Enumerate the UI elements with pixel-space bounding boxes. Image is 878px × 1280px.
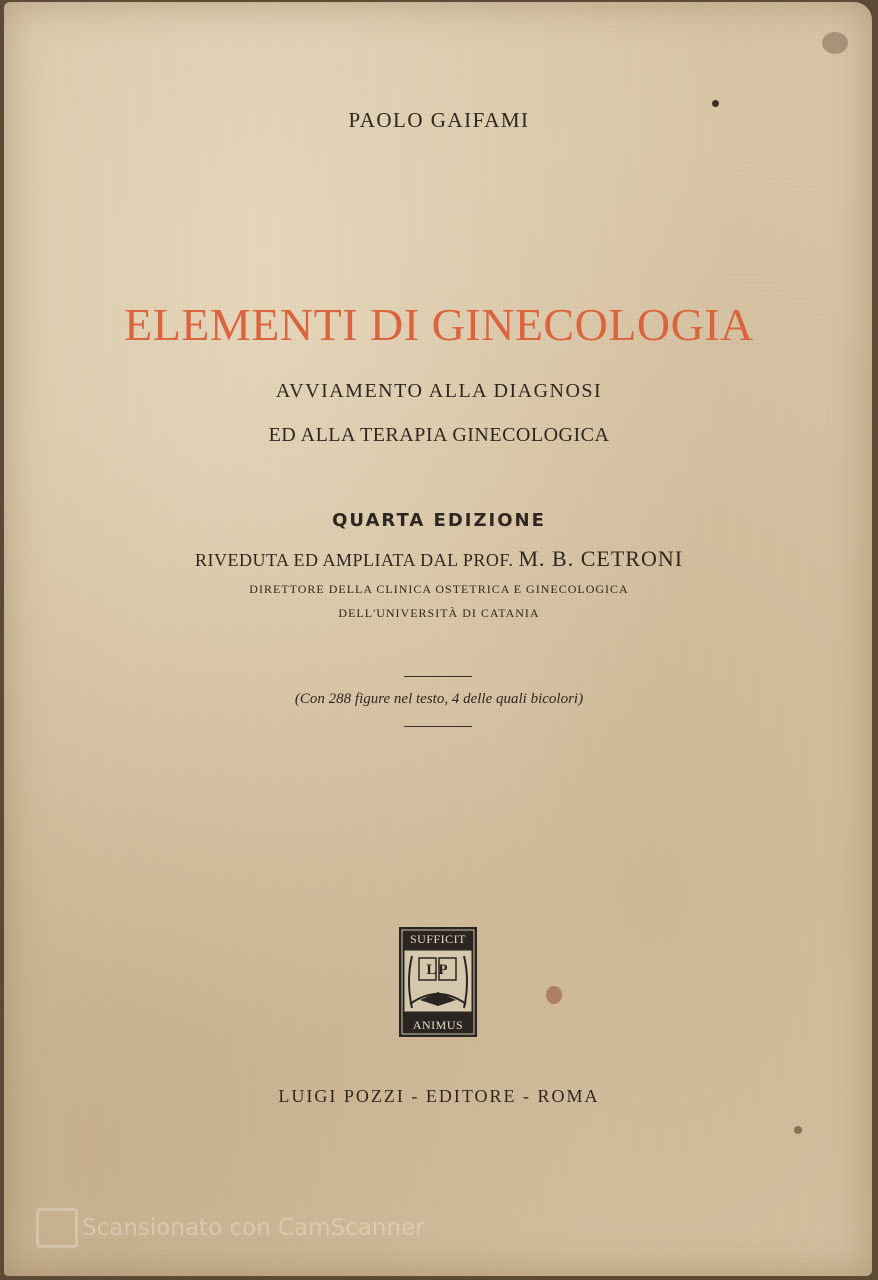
divider-top [404, 676, 472, 677]
edition-label: QUARTA EDIZIONE [332, 510, 546, 531]
stain-spot [822, 32, 848, 54]
logo-motto-bottom: ANIMUS [412, 1018, 464, 1032]
book-cover [4, 2, 872, 1276]
publisher-imprint: LUIGI POZZI - EDITORE - ROMA [278, 1086, 600, 1106]
scan-watermark: Scansionato con CamScanner [82, 1215, 425, 1241]
reviser-name: M. B. CETRONI [518, 546, 684, 571]
book-title: ELEMENTI DI GINECOLOGIA [124, 299, 754, 350]
stain-spot [546, 986, 562, 1004]
logo-motto-top: SUFFICIT [409, 932, 466, 946]
reviser-title: DIRETTORE DELLA CLINICA OSTETRICA E GINECOLOGICA [249, 582, 629, 596]
subtitle-line-1: AVVIAMENTO ALLA DIAGNOSI [275, 380, 603, 402]
revision-credit [0, 546, 878, 572]
figures-note: (Con 288 figure nel testo, 4 delle quali bicolori) [294, 691, 584, 707]
revision-prefix: RIVEDUTA ED AMPLIATA DAL PROF. [194, 550, 514, 570]
divider-bottom [404, 726, 472, 727]
reviser-university: DELL'UNIVERSITÀ DI CATANIA [338, 606, 540, 620]
author-name: PAOLO GAIFAMI [348, 108, 530, 132]
subtitle-line-2: ED ALLA TERAPIA GINECOLOGICA [268, 424, 610, 446]
stain-spot [712, 100, 719, 107]
scanner-icon [36, 1208, 78, 1248]
logo-monogram: LP [426, 962, 450, 978]
stain-spot [794, 1126, 802, 1134]
publisher-logo [398, 926, 478, 1038]
